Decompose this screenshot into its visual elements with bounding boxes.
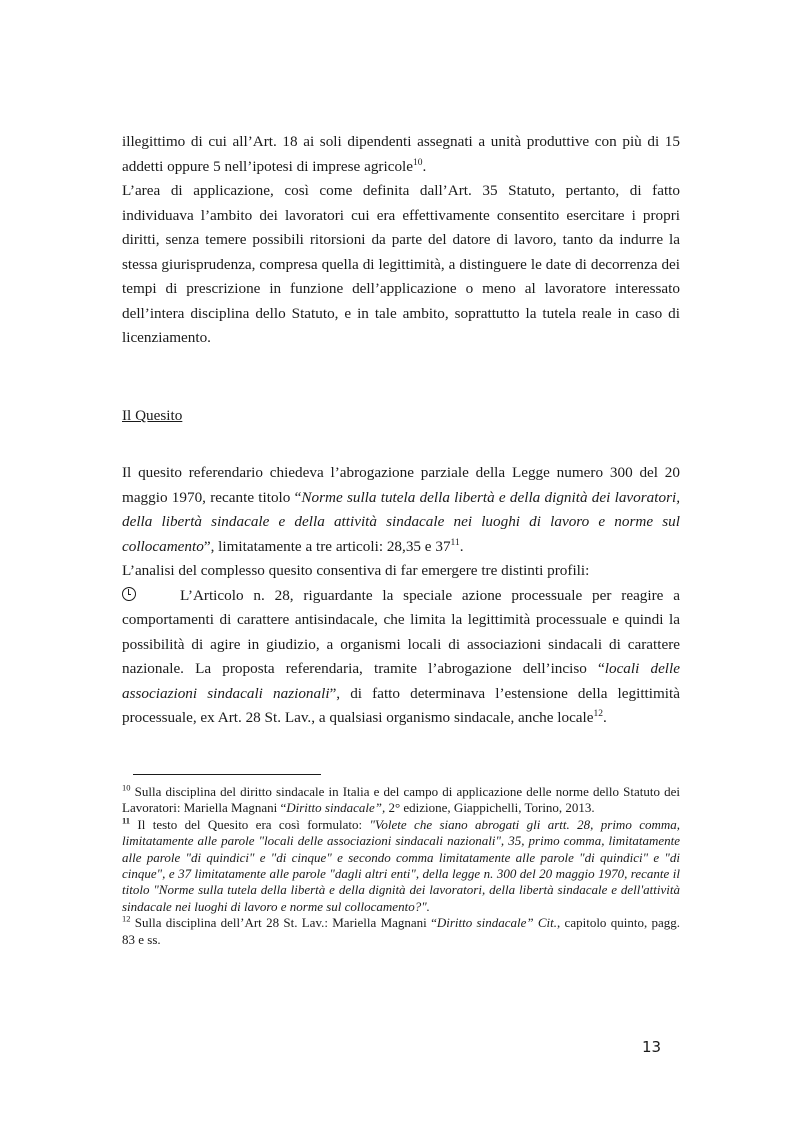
quoted-phrase: locali delle associazioni sindacali nazionali: [122, 660, 680, 702]
body-text-quesito: [122, 461, 680, 731]
paragraph-article-18: illegittimo di cui all’Art. 18 ai soli dipendenti assegnati a unità produttive con più di 15 addetti oppure 5 nell’ipotesi di imprese agricole$^{10}$.: [122, 133, 680, 175]
clock-icon: [122, 587, 136, 601]
paragraph-quesito: Il quesito referendario chiedeva l’abrogazione parziale della Legge numero 300 del 20 maggio 1970, recante titolo “Norme sulla tutela della libertà e della dignità dei lavoratori, della libertà sindacale e della attività sindacale nei luoghi di lavoro e norme sul collocamento”, limitatamente a tre articoli: 28,35 e $37^{11}$.: [122, 464, 680, 555]
footnote-ref-11[interactable]: 11: [450, 537, 460, 548]
paragraph-profili: L’analisi del complesso quesito consentiva di far emergere tre distinti profili:: [122, 562, 590, 579]
footnote-ref-10[interactable]: 10: [413, 157, 423, 168]
section-heading: Il Quesito: [122, 407, 183, 424]
footnote-12: $^{12}$ Sulla disciplina dell’Art 28 St. Lav.: Mariella Magnani “Diritto sindacale” Cit., capitolo quinto, pagg. 83 e ss.: [122, 913, 680, 947]
page-number: 13: [642, 1038, 662, 1056]
footnote-11: $^{11}$ Il testo del Quesito era così formulato: "Volete che siano abrogati gli artt. 28, primo comma, limitatamente alle parole "locali delle associazioni sindacali nazionali", 35, primo comma, limitatamente alle parole "di quindici" e "di cinque" e secondo comma limitatamente alle parole "di quindici" e "di cinque", e 37 limitatamente alle parole "dagli altri enti", della legge n. 300 del 20 maggio 1970, recante il titolo "Norme sulla tutela della libertà e della dignità dei lavoratori, della libertà sindacale e dell'attività sindacale nei luoghi di lavoro e norme sul collocamento?".: [122, 815, 680, 914]
footnotes: [122, 784, 680, 948]
footnote-ref-12[interactable]: 12: [593, 708, 604, 719]
paragraph-articolo-28: L’Articolo n. 28, riguardante la speciale azione processuale per reagire a comportamenti di carattere antisindacale, che limita la legittimità processuale e quindi la possibilità di agire in giudizio, a organismi locali di associazioni sindacali di carattere nazionale. La proposta referendaria, tramite l’abrogazione dell’inciso “locali delle associazioni sindacali nazionali”, di fatto determinava l’estensione della legittimità processuale, ex Art. 28 St. Lav., a qualsiasi organismo sindacale, anche locale$^{12}$.: [122, 586, 680, 726]
footnote-10: $^{10}$ Sulla disciplina del diritto sindacale in Italia e del campo di applicazione delle norme dello Statuto dei Lavoratori: Mariella Magnani “Diritto sindacale”, 2° edizione, Giappichelli, Torino, 2013.: [122, 782, 680, 816]
paragraph-area-applicazione: L’area di applicazione, così come definita dall’Art. 35 Statuto, pertanto, di fatto individuava l’ambito dei lavoratori cui era effettivamente consentito esercitare i propri diritti, senza temere possibili ritorsioni da parte del datore di lavoro, tanto da indurre la stessa giurisprudenza, compresa quella di legittimità, a distinguere le date di decorrenza dei tempi di prescrizione in funzione dell’applicazione o meno al lavoratore interessato dell’intera disciplina dello Statuto, e in tale ambito, soprattutto la tutela reale in caso di licenziamento.: [122, 182, 680, 346]
body-text-top: [122, 130, 680, 351]
law-title: Norme sulla tutela della libertà e della dignità dei lavoratori, della libertà sindacale e della attività sindacale nei luoghi di lavoro e norme sul collocamento: [122, 488, 680, 555]
footnote-separator: [133, 774, 321, 775]
